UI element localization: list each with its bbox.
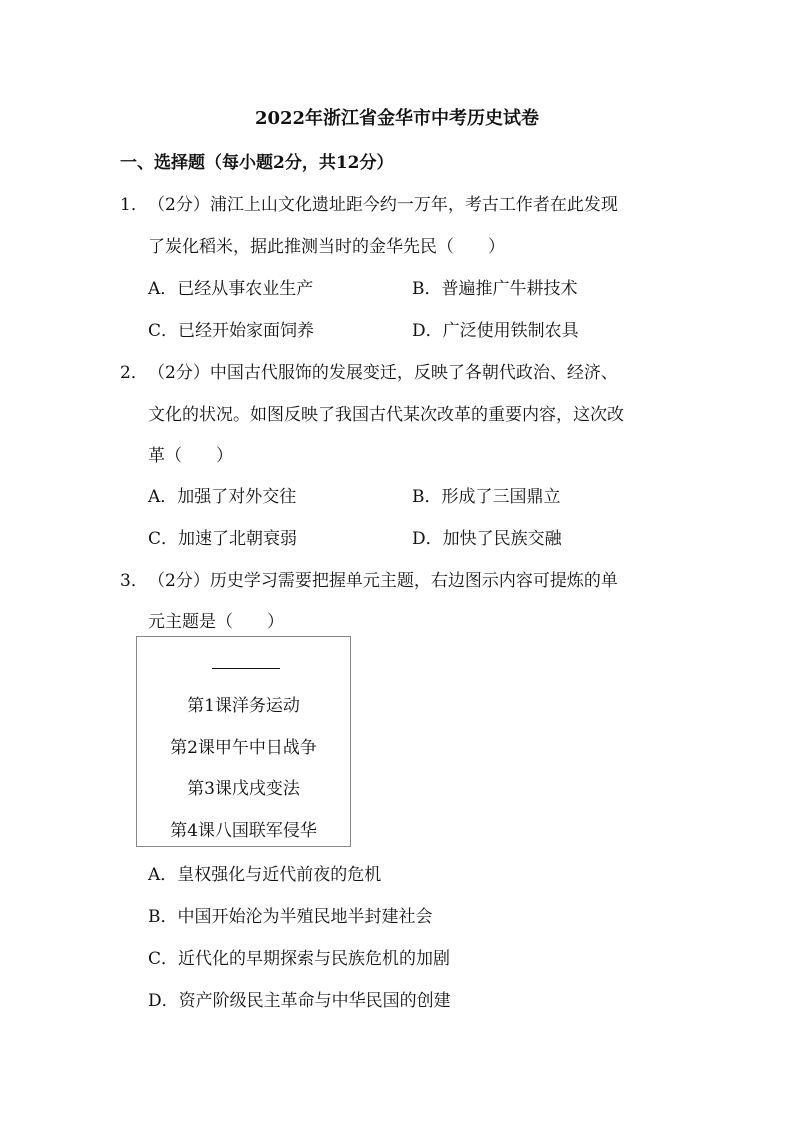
question-number: 3． bbox=[120, 571, 148, 591]
question-text-line: 文化的状况。如图反映了我国古代某次改革的重要内容，这次改 bbox=[148, 405, 624, 425]
option-c: C．近代化的早期探索与民族危机的加剧 bbox=[148, 949, 451, 969]
page-title: 2022年浙江省金华市中考历史试卷 bbox=[254, 108, 540, 129]
lesson-item: 第2课甲午中日战争 bbox=[170, 738, 317, 758]
question-text-line: （2分）浦江上山文化遗址距今约一万年，考古工作者在此发现 bbox=[148, 195, 618, 215]
lesson-item: 第4课八国联军侵华 bbox=[170, 821, 317, 841]
option-d: D．加快了民族交融 bbox=[412, 529, 562, 549]
question-text-line: 革（ ） bbox=[148, 446, 233, 466]
lesson-item: 第3课戊戌变法 bbox=[187, 779, 300, 799]
option-d: D．资产阶级民主革命与中华民国的创建 bbox=[148, 991, 451, 1011]
option-c: C．已经开始家面饲养 bbox=[148, 321, 315, 341]
question-number: 2． bbox=[120, 363, 148, 383]
unit-title-blank bbox=[212, 668, 280, 669]
section-heading: 一、选择题（每小题2分，共12分） bbox=[120, 153, 394, 173]
option-a: A．加强了对外交往 bbox=[148, 487, 297, 507]
option-a: A．已经从事农业生产 bbox=[148, 279, 314, 299]
question-text-line: 了炭化稻米，据此推测当时的金华先民（ ） bbox=[148, 237, 505, 257]
option-a: A．皇权强化与近代前夜的危机 bbox=[148, 865, 382, 885]
option-d: D．广泛使用铁制农具 bbox=[412, 321, 579, 341]
question-text-line: 元主题是（ ） bbox=[148, 612, 284, 632]
option-b: B．普遍推广牛耕技术 bbox=[412, 279, 578, 299]
option-b: B．中国开始沦为半殖民地半封建社会 bbox=[148, 907, 433, 927]
lesson-item: 第1课洋务运动 bbox=[187, 696, 300, 716]
question-text-line: （2分）中国古代服饰的发展变迁，反映了各朝代政治、经济、 bbox=[148, 363, 618, 383]
option-b: B．形成了三国鼎立 bbox=[412, 487, 561, 507]
question-number: 1． bbox=[120, 195, 148, 215]
option-c: C．加速了北朝衰弱 bbox=[148, 529, 298, 549]
question-text-line: （2分）历史学习需要把握单元主题，右边图示内容可提炼的单 bbox=[148, 571, 618, 591]
